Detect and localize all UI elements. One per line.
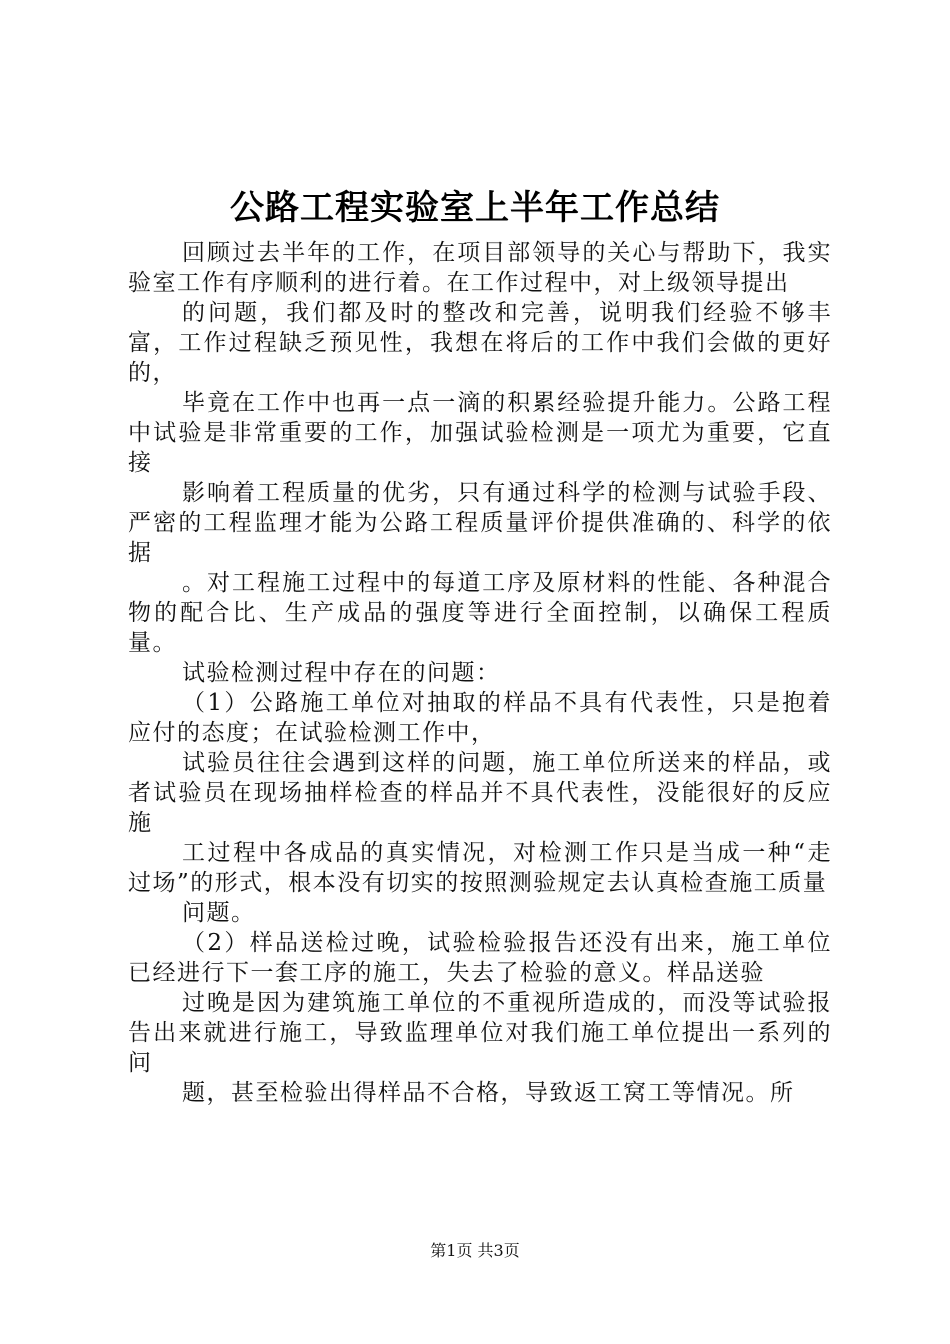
paragraph: 问题。 — [182, 900, 256, 926]
paragraph: 回顾过去半年的工作，在项目部领导的关心与帮助下，我实验室工作有序顺利的进行着。在工作过程中，对上级领导提出 — [128, 240, 832, 296]
paragraph: （2）样品送检过晚，试验检验报告还没有出来，施工单位已经进行下一套工序的施工，失去了检验的意义。样品送验 — [128, 930, 832, 986]
section-heading: 试验检测过程中存在的问题： — [182, 660, 501, 686]
paragraph: （1）公路施工单位对抽取的样品不具有代表性，只是抱着应付的态度；在试验检测工作中， — [128, 690, 832, 746]
paragraph: 影响着工程质量的优劣，只有通过科学的检测与试验手段、严密的工程监理才能为公路工程质量评价提供准确的、科学的依据 — [128, 480, 832, 566]
document-title: 公路工程实验室上半年工作总结 — [230, 188, 720, 228]
paragraph: 过晚是因为建筑施工单位的不重视所造成的，而没等试验报告出来就进行施工，导致监理单位对我们施工单位提出一系列的问 — [128, 990, 832, 1076]
paragraph: 的问题，我们都及时的整改和完善，说明我们经验不够丰富，工作过程缺乏预见性，我想在将后的工作中我们会做的更好的， — [128, 300, 832, 386]
paragraph: 试验员往往会遇到这样的问题，施工单位所送来的样品，或者试验员在现场抽样检查的样品并不具代表性，没能很好的反应施 — [128, 750, 832, 836]
paragraph: 工过程中各成品的真实情况，对检测工作只是当成一种“走过场”的形式，根本没有切实的按照测验规定去认真检查施工质量 — [128, 840, 832, 896]
document-body — [128, 238, 832, 1108]
page-number-footer: 第1页 共3页 — [430, 1241, 520, 1260]
paragraph: 。对工程施工过程中的每道工序及原材料的性能、各种混合物的配合比、生产成品的强度等进行全面控制，以确保工程质量。 — [128, 570, 832, 656]
paragraph: 题，甚至检验出得样品不合格，导致返工窝工等情况。所 — [182, 1080, 795, 1106]
paragraph: 毕竟在工作中也再一点一滴的积累经验提升能力。公路工程中试验是非常重要的工作，加强试验检测是一项尤为重要，它直接 — [128, 390, 832, 476]
